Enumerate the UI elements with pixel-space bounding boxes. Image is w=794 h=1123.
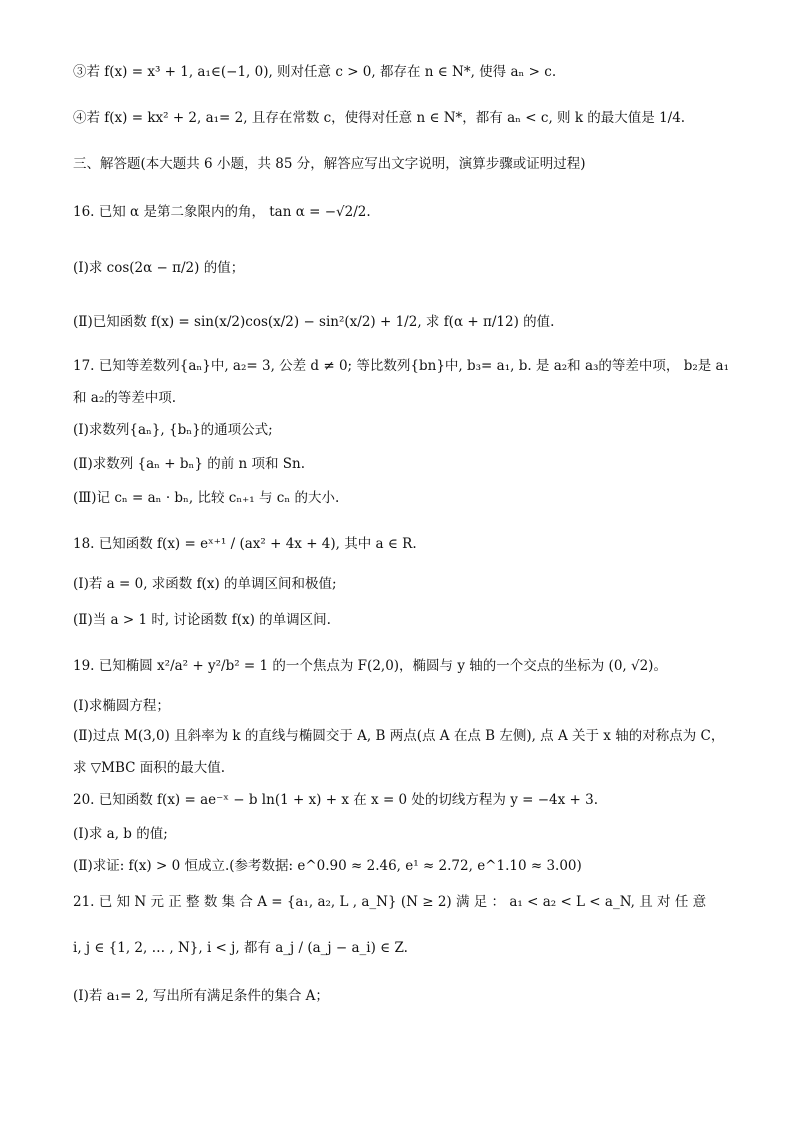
problem-20-part-1: (Ⅰ)求 a, b 的值; [73, 826, 168, 842]
problem-19-stem: 19. 已知椭圆 x²/a² + y²/b² = 1 的一个焦点为 F(2,0)，椭圆与 y 轴的一个交点的坐标为 (0, √2)。 [73, 658, 667, 674]
problem-17-part-1: (Ⅰ)求数列{aₙ}, {bₙ}的通项公式; [73, 422, 273, 438]
problem-18-stem: 18. 已知函数 f(x) = eˣ⁺¹ / (ax² + 4x + 4), 其中 a ∈ R. [73, 536, 417, 552]
text-line-statement-4: ④若 f(x) = kx² + 2, a₁= 2, 且存在常数 c，使得对任意 n ∈ N*，都有 aₙ < c, 则 k 的最大值是 1/4. [73, 110, 686, 126]
problem-16-stem: 16. 已知 α 是第二象限内的角， tan α = −√2/2. [73, 204, 371, 220]
problem-20-part-2: (Ⅱ)求证: f(x) > 0 恒成立.(参考数据: e^0.90 ≈ 2.46, e¹ ≈ 2.72, e^1.10 ≈ 3.00) [73, 858, 582, 874]
problem-19-part-2-b: 求 ▽MBC 面积的最大值. [73, 760, 226, 776]
problem-20-stem: 20. 已知函数 f(x) = ae⁻ˣ − b ln(1 + x) + x 在 x = 0 处的切线方程为 y = −4x + 3. [73, 792, 599, 808]
problem-19-part-1: (Ⅰ)求椭圆方程； [73, 698, 170, 714]
problem-21-stem-b: i, j ∈ {1, 2, … , N}, i < j, 都有 a_j / (a_j − a_i) ∈ Z. [73, 940, 408, 956]
problem-16-part-1: (Ⅰ)求 cos(2α − π/2) 的值； [73, 260, 245, 276]
text-line-statement-3: ③若 f(x) = x³ + 1, a₁∈(−1, 0), 则对任意 c > 0, 都存在 n ∈ N*, 使得 aₙ > c. [73, 64, 557, 80]
problem-18-part-1: (Ⅰ)若 a = 0, 求函数 f(x) 的单调区间和极值; [73, 576, 337, 592]
problem-17-part-3: (Ⅲ)记 cₙ = aₙ · bₙ, 比较 cₙ₊₁ 与 cₙ 的大小. [73, 490, 340, 506]
problem-17-part-2: (Ⅱ)求数列 {aₙ + bₙ} 的前 n 项和 Sn. [73, 456, 306, 472]
problem-19-part-2-a: (Ⅱ)过点 M(3,0) 且斜率为 k 的直线与椭圆交于 A, B 两点(点 A 在点 B 左侧), 点 A 关于 x 轴的对称点为 C， [73, 728, 725, 744]
problem-16-part-2: (Ⅱ)已知函数 f(x) = sin(x/2)cos(x/2) − sin²(x/2) + 1/2, 求 f(α + π/12) 的值. [73, 314, 555, 330]
problem-21-part-1: (Ⅰ)若 a₁= 2, 写出所有满足条件的集合 A； [73, 988, 329, 1004]
problem-17-stem-a: 17. 已知等差数列{aₙ}中, a₂= 3, 公差 d ≠ 0; 等比数列{bn}中, b₃= a₁, b. 是 a₂和 a₃的等差中项， b₂是 a₁ [73, 358, 730, 374]
section-heading: 三、解答题(本大题共 6 小题，共 85 分，解答应写出文字说明，演算步骤或证明过程) [73, 156, 586, 172]
problem-17-stem-b: 和 a₂的等差中项. [73, 390, 177, 406]
problem-21-stem-a: 21. 已 知 N 元 正 整 数 集 合 A = {a₁, a₂, L , a_N} (N ≥ 2) 满 足 ： a₁ < a₂ < L < a_N, 且 对 任 意 [73, 894, 707, 910]
problem-18-part-2: (Ⅱ)当 a > 1 时, 讨论函数 f(x) 的单调区间. [73, 612, 331, 628]
